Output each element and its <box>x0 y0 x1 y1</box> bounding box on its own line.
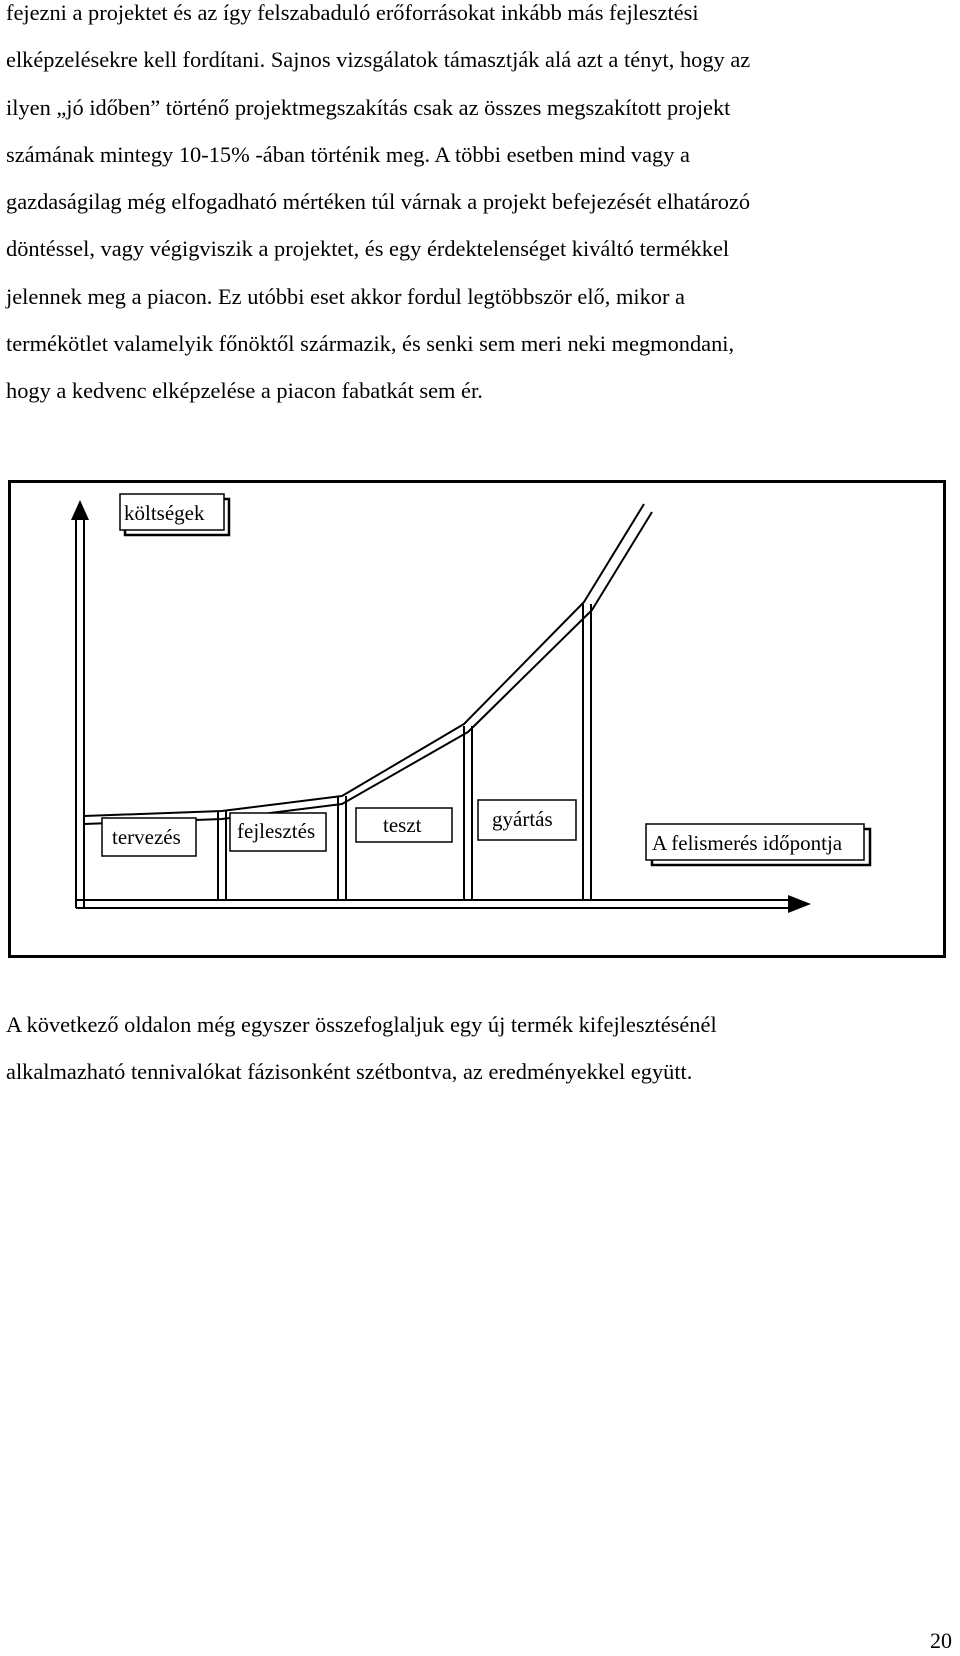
text-line: termékötlet valamelyik főnöktől származik, és senki sem meri neki megmondani, <box>6 331 735 357</box>
diagram-frame <box>10 482 945 957</box>
y-axis-arrow-icon <box>71 500 89 520</box>
text-line: döntéssel, vagy végigviszik a projektet, és egy érdektelenséget kiváltó termékkel <box>6 236 730 262</box>
text-line: A következő oldalon még egyszer összefoglaljuk egy új termék kifejlesztésénél <box>6 1012 717 1037</box>
phase-label: teszt <box>383 813 422 837</box>
bottom-paragraph <box>6 1001 956 1096</box>
text-line: jelennek meg a piacon. Ez utóbbi eset akkor fordul legtöbbször elő, mikor a <box>6 283 685 309</box>
recognition-label: A felismerés időpontja <box>652 831 843 855</box>
text-line: gazdaságilag még elfogadható mértéken túl várnak a projekt befejezését elhatározó <box>6 189 751 215</box>
project-cost-diagram <box>8 480 946 958</box>
recognition-label-box <box>646 824 870 865</box>
phase-box-tervezes <box>102 818 196 856</box>
x-axis <box>76 895 811 913</box>
phase-dividers <box>218 604 591 900</box>
text-line: elképzelésekre kell fordítani. Sajnos vizsgálatok támasztják alá azt a tényt, hogy az <box>6 47 751 73</box>
text-line: számának mintegy 10-15% -ában történik meg. A többi esetben mind vagy a <box>6 141 690 167</box>
page-number: 20 <box>930 1628 952 1653</box>
text-line: alkalmazható tennivalókat fázisonként szétbontva, az eredményekkel együtt. <box>6 1059 693 1085</box>
phase-label: tervezés <box>112 825 181 849</box>
phase-label: fejlesztés <box>237 819 316 843</box>
text-line: hogy a kedvenc elképzelése a piacon fabatkát sem ér. <box>6 378 483 404</box>
cost-curve <box>84 504 652 824</box>
text-line: fejezni a projektet és az így felszabaduló erőforrásokat inkább más fejlesztési <box>6 0 699 25</box>
x-axis-arrow-icon <box>788 895 811 913</box>
y-axis-label: költségek <box>124 501 205 525</box>
y-axis-label-box <box>120 494 229 535</box>
text-line: ilyen „jó időben” történő projektmegszakítás csak az összes megszakított projekt <box>6 94 731 120</box>
phase-box-teszt <box>356 808 452 842</box>
phase-label: gyártás <box>492 807 553 831</box>
top-paragraph <box>6 0 956 415</box>
phase-box-fejlesztes <box>230 813 326 851</box>
phase-box-gyartas <box>478 800 576 840</box>
y-axis <box>71 500 89 908</box>
